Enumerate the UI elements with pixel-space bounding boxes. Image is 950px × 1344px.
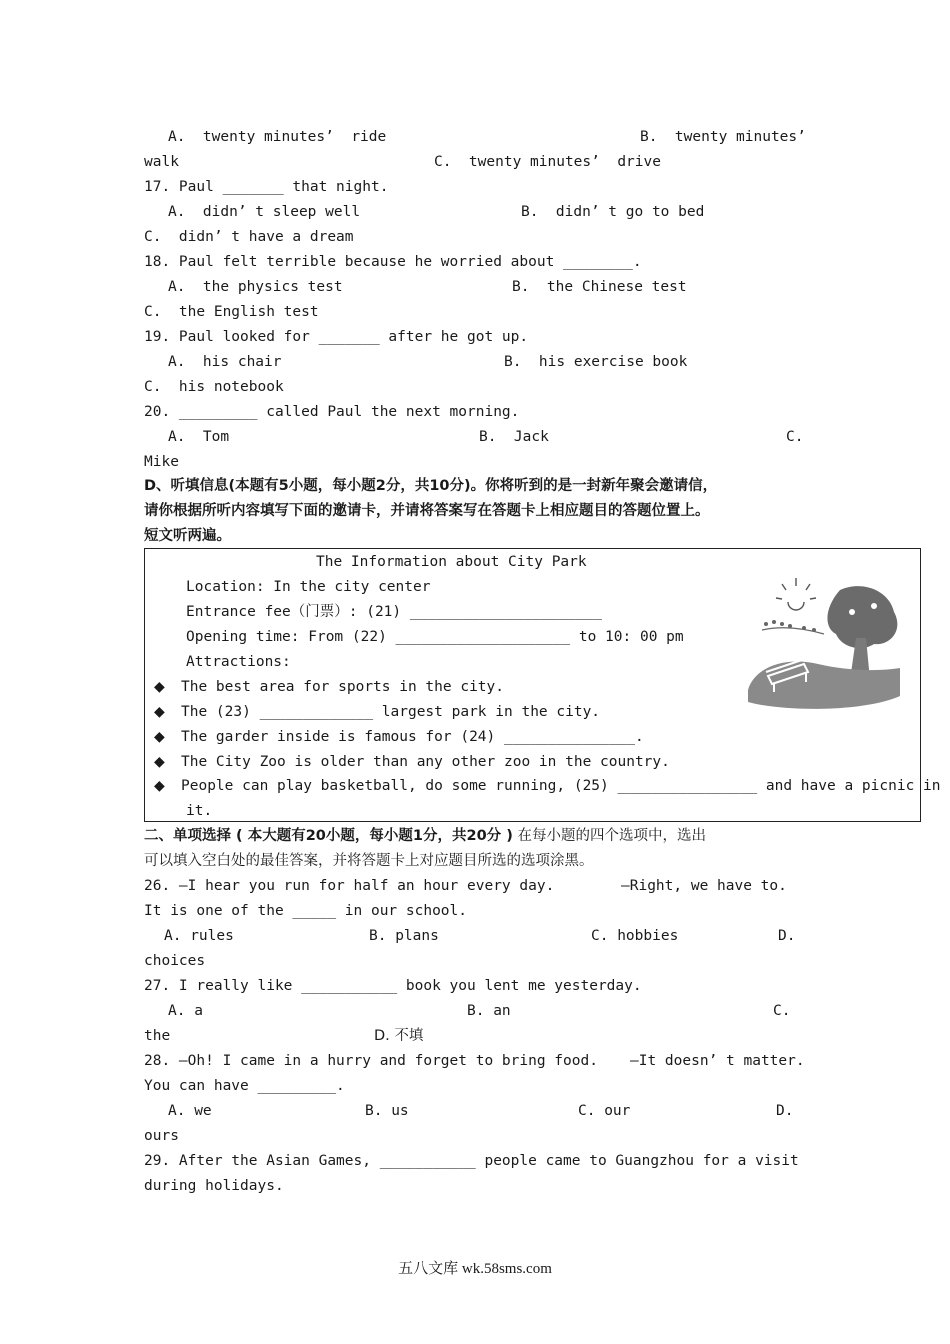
q26-reply: —Right, we have to.: [621, 878, 787, 894]
q27-option-c-cont: the: [144, 1028, 171, 1044]
q17-option-b: B. didn’ t go to bed: [521, 204, 705, 220]
q20-stem: 20. _________ called Paul the next morning.: [144, 404, 520, 420]
location-row: [186, 578, 430, 596]
q20-option-b: B. Jack: [479, 429, 549, 445]
q17-option-c: C. didn’ t have a dream: [144, 229, 354, 245]
q27-option-b: B. an: [467, 1003, 511, 1019]
location-label: Location:: [186, 579, 265, 595]
opening-time-row: [186, 628, 684, 646]
bullet-diamond-icon: ◆: [154, 754, 165, 770]
q26-option-d-cont: choices: [144, 953, 206, 969]
opening-time-label: Opening time:: [186, 629, 300, 645]
section-d-instructions-1: D、听填信息(本题有5小题，每小题2分，共10分)。你将听到的是一封新年聚会邀请信，: [144, 478, 718, 494]
q18-option-b: B. the Chinese test: [512, 279, 687, 295]
q29-stem: 29. After the Asian Games, ___________ people came to Guangzhou for a visit: [144, 1153, 799, 1169]
q28-stem-2: You can have _________.: [144, 1078, 345, 1094]
q19-option-c: C. his notebook: [144, 379, 284, 395]
q28-option-b: B. us: [365, 1103, 409, 1119]
q20-option-c-cont: Mike: [144, 454, 179, 470]
q28-option-a: A. we: [168, 1103, 212, 1119]
q19-stem: 19. Paul looked for _______ after he got up.: [144, 329, 529, 345]
q20-option-a: A. Tom: [168, 429, 230, 445]
q17-stem: 17. Paul _______ that night.: [144, 179, 389, 195]
q27-option-c: C.: [773, 1003, 791, 1019]
sun-icon: [776, 578, 816, 610]
q16-option-a: A. twenty minutes’ ride: [168, 129, 387, 145]
q27-stem: 27. I really like ___________ book you lent me yesterday.: [144, 978, 642, 994]
bullet-diamond-icon: ◆: [154, 778, 165, 794]
bullet-diamond-icon: ◆: [154, 679, 165, 695]
q26-stem-2: It is one of the _____ in our school.: [144, 903, 468, 919]
q28-reply: —It doesn’ t matter.: [630, 1053, 805, 1069]
q16-option-c: C. twenty minutes’ drive: [434, 154, 661, 170]
q26-option-b: B. plans: [369, 928, 439, 944]
park-illustration: [744, 572, 902, 712]
q26-stem: 26. —I hear you run for half an hour every day.: [144, 878, 555, 894]
bullet-diamond-icon: ◆: [154, 729, 165, 745]
q26-option-d: D.: [778, 928, 796, 944]
entrance-fee-value: （门票）: (21) ______________________: [290, 604, 602, 620]
attraction-4: The City Zoo is older than any other zoo in the country.: [181, 754, 670, 770]
q16-option-b: B. twenty minutes’: [640, 129, 806, 145]
entrance-fee-label: Entrance fee: [186, 604, 291, 620]
q19-option-b: B. his exercise book: [504, 354, 688, 370]
q28-option-d-cont: ours: [144, 1128, 179, 1144]
q18-option-a: A. the physics test: [168, 279, 343, 295]
q19-option-a: A. his chair: [168, 354, 282, 370]
q16-option-b-cont: walk: [144, 154, 179, 170]
q26-option-a: A. rules: [164, 928, 234, 944]
entrance-fee-row: [186, 603, 602, 621]
attraction-3: The garder inside is famous for (24) _______________.: [181, 729, 644, 745]
q27-option-d: D. 不填: [374, 1028, 424, 1044]
section-d-instructions-3: 短文听两遍。: [144, 528, 231, 544]
attraction-1: The best area for sports in the city.: [181, 679, 505, 695]
q18-stem: 18. Paul felt terrible because he worried about ________.: [144, 254, 642, 270]
attractions-label: Attractions:: [186, 654, 291, 670]
section-2-heading: 二、单项选择 ( 本大题有20小题，每小题1分，共20分 ): [144, 828, 513, 844]
opening-time-value: From (22) ____________________ to 10: 00 pm: [299, 629, 684, 645]
q18-option-c: C. the English test: [144, 304, 319, 320]
section-2-instructions-1: [144, 827, 706, 845]
q17-option-a: A. didn’ t sleep well: [168, 204, 361, 220]
q28-stem: 28. —Oh! I came in a hurry and forget to bring food.: [144, 1053, 598, 1069]
footer-watermark: 五八文库 wk.58sms.com: [398, 1261, 552, 1277]
q28-option-d: D.: [776, 1103, 794, 1119]
q28-option-c: C. our: [578, 1103, 631, 1119]
q29-stem-2: during holidays.: [144, 1178, 284, 1194]
q20-option-c: C.: [786, 429, 804, 445]
location-value: In the city center: [264, 579, 431, 595]
q26-option-c: C. hobbies: [591, 928, 679, 944]
section-d-instructions-2: 请你根据所听内容填写下面的邀请卡，并请将答案写在答题卡上相应题目的答题位置上。: [144, 503, 710, 519]
hill-ground-icon: [748, 662, 900, 709]
attraction-5-cont: it.: [186, 803, 213, 819]
attraction-5: People can play basketball, do some running, (25) ________________ and have a picnic in: [181, 778, 941, 794]
bullet-diamond-icon: ◆: [154, 704, 165, 720]
q27-option-a: A. a: [168, 1003, 203, 1019]
section-2-instructions-2: 可以填入空白处的最佳答案，并将答题卡上对应题目所选的选项涂黑。: [144, 853, 594, 869]
attraction-2: The (23) _____________ largest park in the city.: [181, 704, 601, 720]
section-2-heading-rest: 在每小题的四个选项中，选出: [512, 828, 706, 844]
info-card-title: The Information about City Park: [316, 554, 587, 570]
